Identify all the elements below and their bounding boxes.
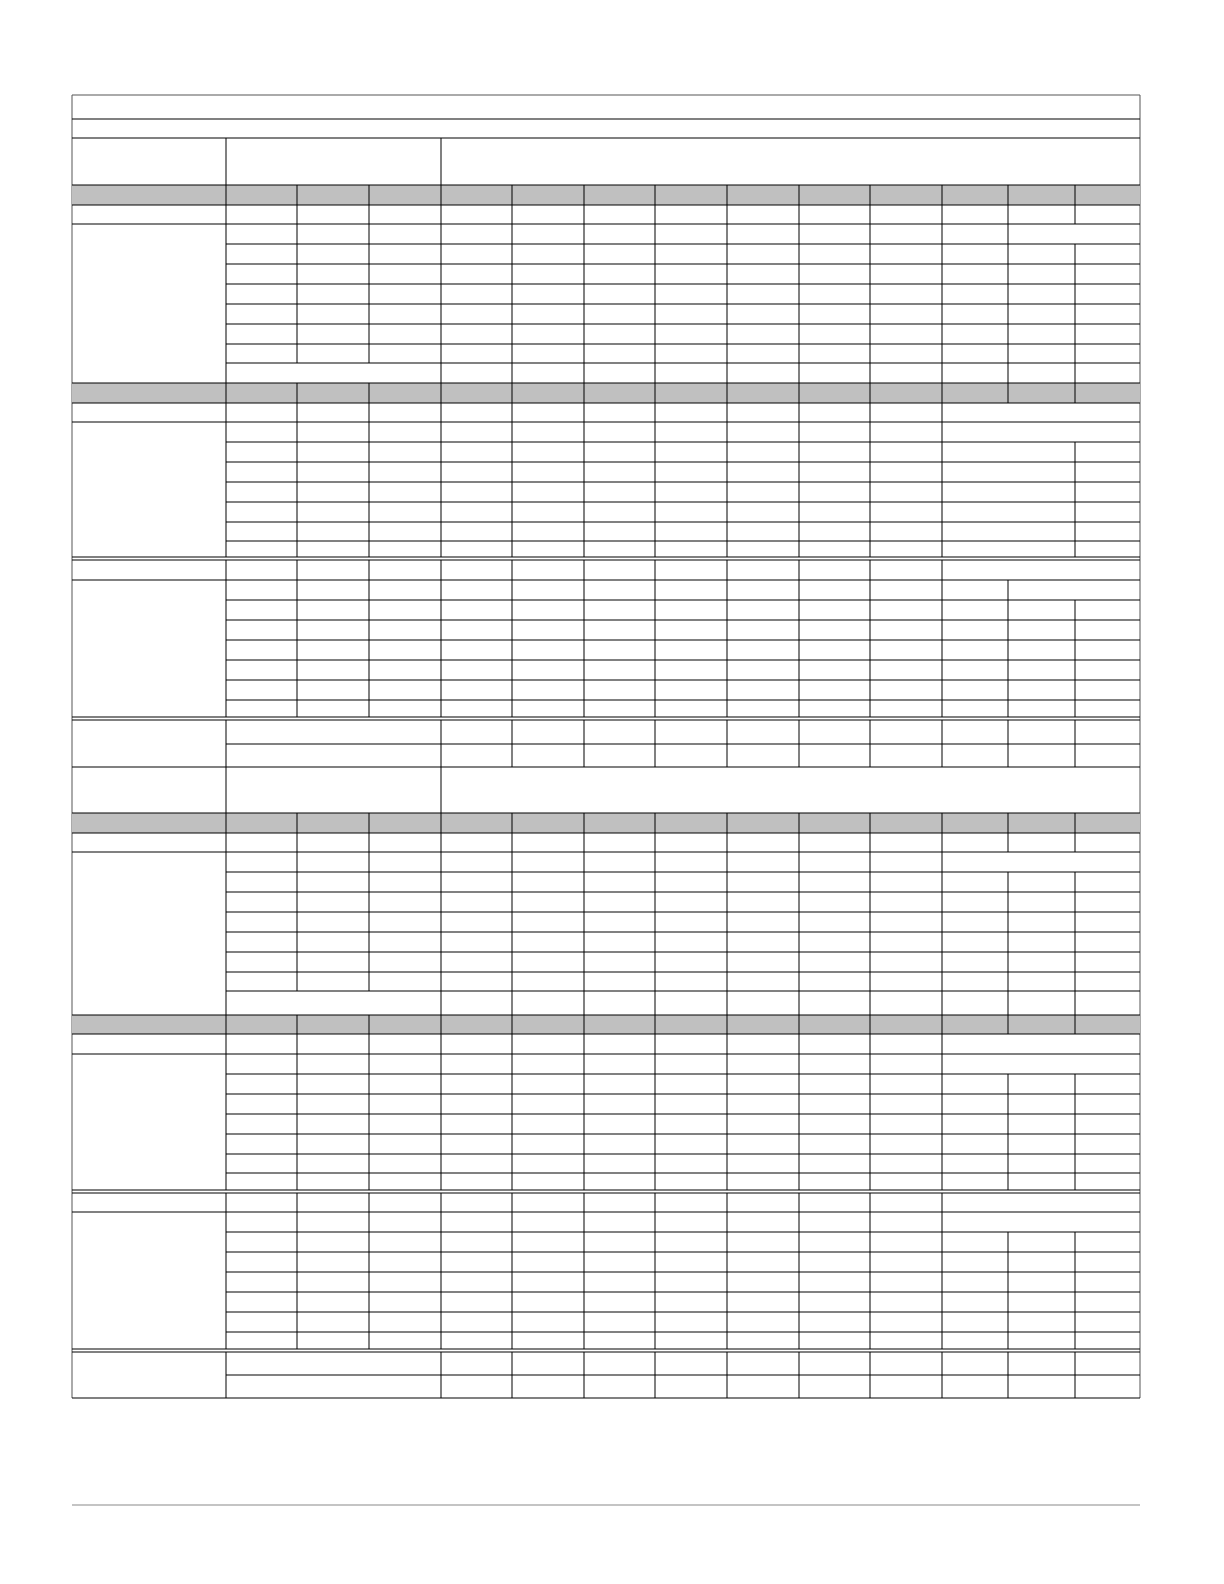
header-band xyxy=(72,383,1140,403)
header-band xyxy=(72,185,1140,205)
header-band xyxy=(72,813,1140,833)
header-band xyxy=(72,1015,1140,1034)
